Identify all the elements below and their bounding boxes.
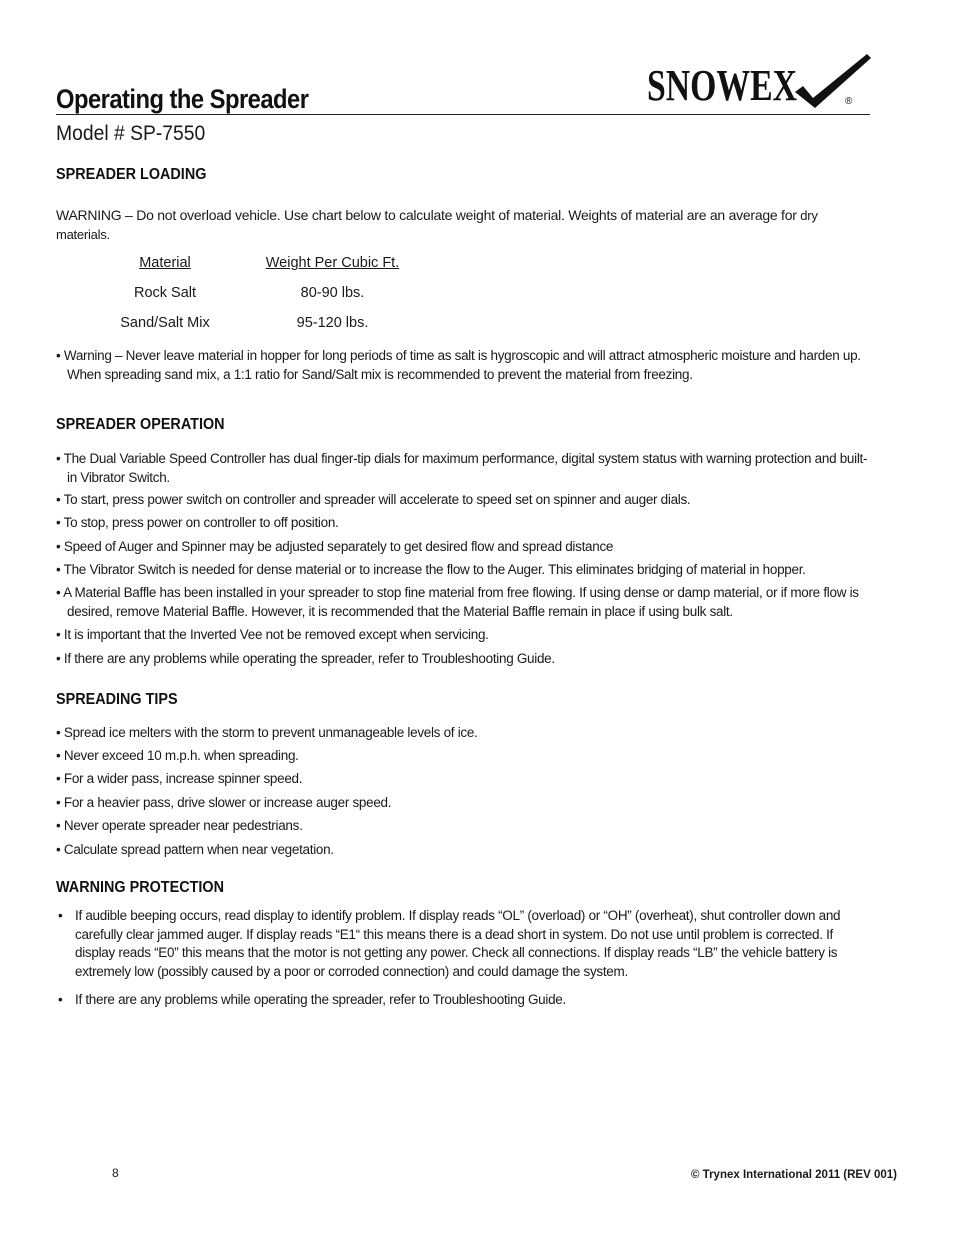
bullet-dot: • — [58, 992, 63, 1007]
copyright-notice: © Trynex International 2011 (REV 001) — [691, 1169, 897, 1181]
list-item-text: If audible beeping occurs, read display to identify problem. If display reads “OL” (overload) or “OH” (overheat), shut controller down and carefully clear jammed auger. If display reads “E1“ this means there is a dead short in system. Do not use until problem is corrected. If display reads “E0” this means that the motor is not getting any power. Check all connections. If display reads “LB” the vehicle battery is extremely low (possibly caused by a poor or corroded connection) and could damage the system. — [75, 908, 841, 979]
list-item: • For a heavier pass, drive slower or increase auger speed. — [56, 795, 392, 810]
heading-warning-protection: WARNING PROTECTION — [56, 879, 225, 896]
logo-text: SNOWEX — [647, 61, 798, 108]
heading-spreading-tips: SPREADING TIPS — [56, 691, 178, 708]
list-item: • Never operate spreader near pedestrians. — [56, 818, 303, 833]
check-mark-icon — [795, 54, 871, 108]
table-header-row — [100, 255, 420, 275]
loading-warning — [56, 206, 871, 244]
loading-note: • Warning – Never leave material in hopper for long periods of time as salt is hygroscopic and will attract atmospheric moisture and harden up. When spreading sand mix, a 1:1 ratio for Sand/Salt mix is recommended to prevent the material from freezing. — [56, 348, 861, 382]
heading-spreader-loading: SPREADER LOADING — [56, 166, 207, 183]
table-row — [100, 315, 420, 335]
table-cell-weight: 80-90 lbs. — [300, 285, 365, 301]
list-item: • The Vibrator Switch is needed for dense material or to increase the flow to the Auger. This eliminates bridging of material in hopper. — [56, 562, 806, 577]
table-row — [100, 285, 420, 305]
list-item-text: If there are any problems while operating the spreader, refer to Troubleshooting Guide. — [75, 992, 566, 1007]
table-cell-material: Rock Salt — [133, 285, 197, 301]
warning-label: WARNING — [56, 207, 122, 223]
list-item: • It is important that the Inverted Vee not be removed except when servicing. — [56, 627, 489, 642]
table-cell-weight: 95-120 lbs. — [296, 315, 369, 331]
bullet-dot: • — [58, 908, 63, 923]
list-item: • A Material Baffle has been installed in your spreader to stop fine material from free flowing. If using dense or damp material, or if more flow is desired, remove Material Baffle. However, it is recommended that the Material Baffle remain in place if using bulk salt. — [56, 585, 859, 619]
warning-tail: dry materials. — [56, 208, 818, 242]
list-item: • To start, press power switch on controller and spreader will accelerate to speed set on spinner and auger dials. — [56, 492, 691, 507]
list-item: • The Dual Variable Speed Controller has dual finger-tip dials for maximum performance, digital system status with warning protection and built-in Vibrator Switch. — [56, 451, 868, 485]
model-number: Model # SP-7550 — [56, 122, 206, 145]
table-header-weight: Weight Per Cubic Ft. — [265, 255, 400, 271]
header-rule — [56, 114, 870, 115]
page-number: 8 — [112, 1166, 119, 1180]
list-item: • For a wider pass, increase spinner speed. — [56, 771, 303, 786]
warning-text: – Do not overload vehicle. Use chart below to calculate weight of material. Weights of material are an average for — [121, 207, 801, 223]
registered-mark: ® — [845, 96, 853, 107]
list-item: • Never exceed 10 m.p.h. when spreading. — [56, 748, 299, 763]
list-item: • Speed of Auger and Spinner may be adjusted separately to get desired flow and spread distance — [56, 539, 614, 554]
list-item: • If there are any problems while operating the spreader, refer to Troubleshooting Guide. — [56, 651, 555, 666]
table-header-material: Material — [139, 255, 191, 271]
list-item: • Spread ice melters with the storm to prevent unmanageable levels of ice. — [56, 725, 478, 740]
list-item — [56, 991, 874, 1010]
list-item — [56, 907, 874, 981]
table-cell-material: Sand/Salt Mix — [120, 315, 210, 331]
list-item: • Calculate spread pattern when near vegetation. — [56, 842, 334, 857]
heading-spreader-operation: SPREADER OPERATION — [56, 416, 225, 433]
page-title: Operating the Spreader — [56, 84, 309, 114]
list-item: • To stop, press power on controller to off position. — [56, 515, 339, 530]
snowex-logo — [645, 52, 875, 108]
